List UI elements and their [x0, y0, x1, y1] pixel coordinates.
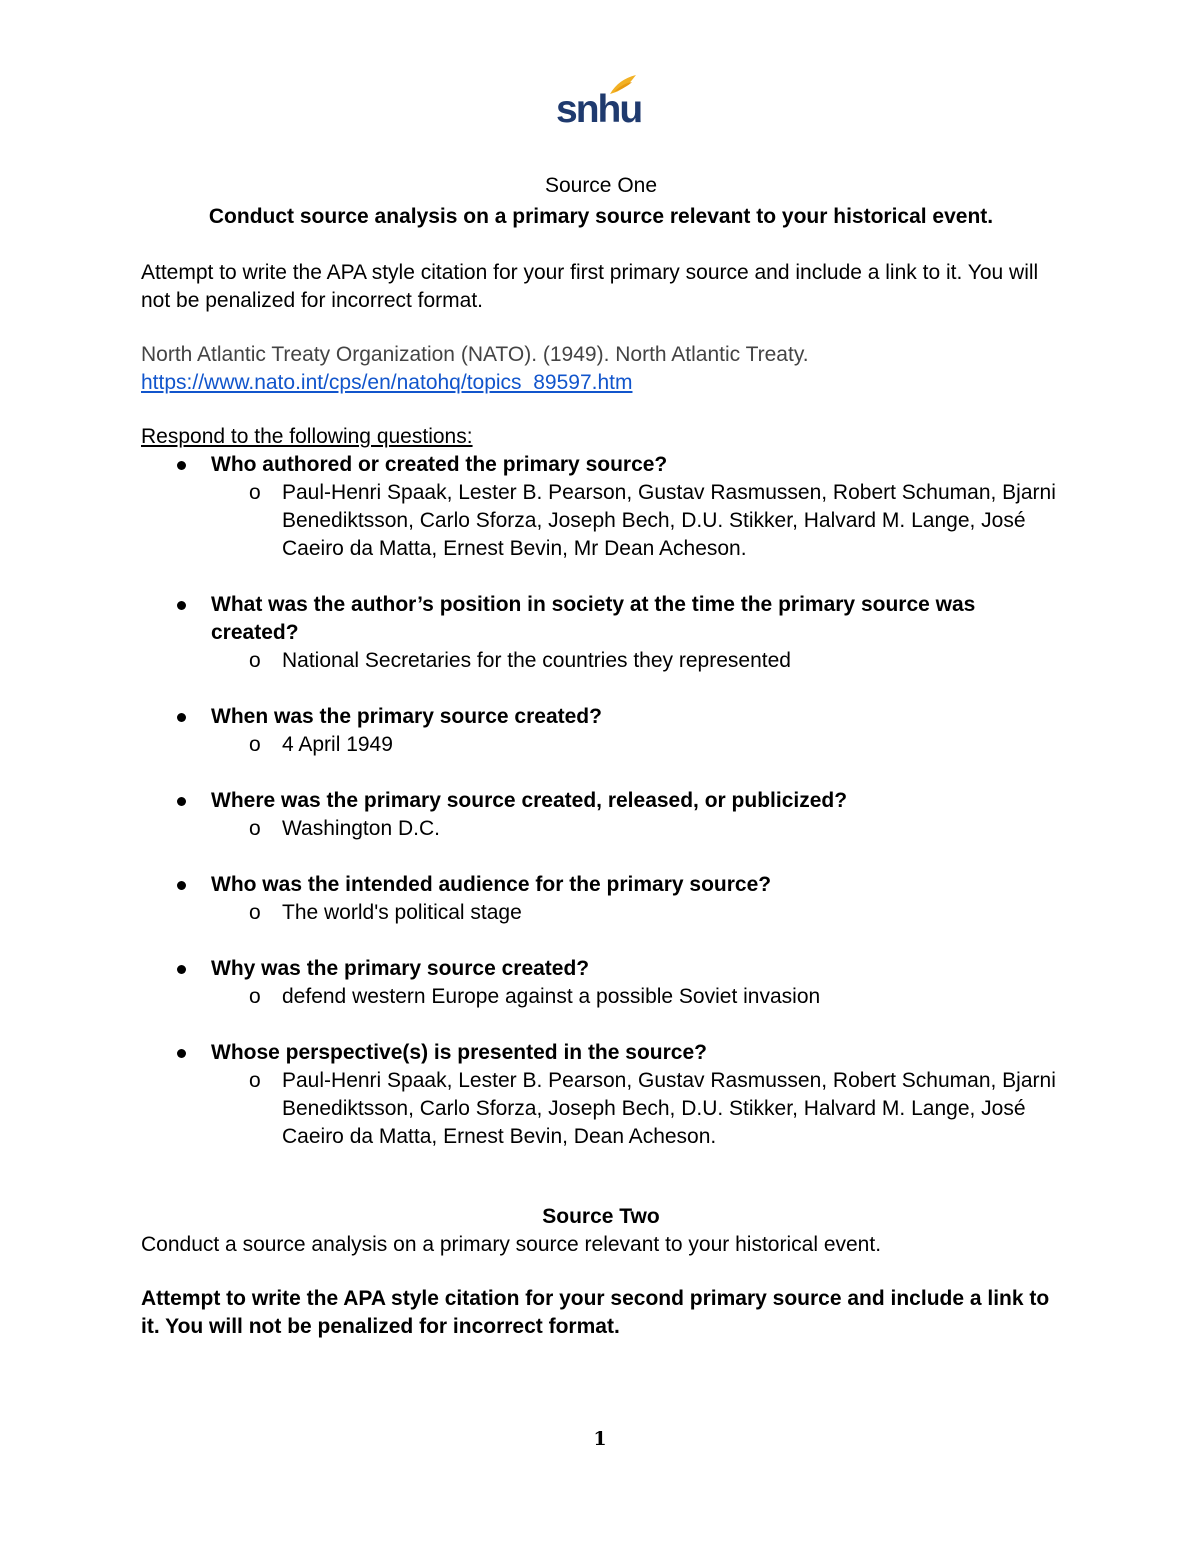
bullet-icon	[177, 1049, 186, 1058]
question-text: Who authored or created the primary source?	[211, 453, 668, 476]
question-list	[141, 451, 1061, 1151]
answer-item	[141, 1067, 1061, 1151]
respond-label: Respond to the following questions:	[141, 425, 473, 448]
document-body	[141, 172, 1061, 1341]
bullet-icon	[177, 601, 186, 610]
answer-marker: o	[249, 481, 261, 504]
answer-marker: o	[249, 649, 261, 672]
answer-text: Paul-Henri Spaak, Lester B. Pearson, Gustav Rasmussen, Robert Schuman, Bjarni Benediktsson, Carlo Sforza, Joseph Bech, D.U. Stikker, Halvard M. Lange, José Caeiro da Matta, Ernest Bevin, Mr Dean Acheson.	[282, 481, 1056, 560]
question-text: When was the primary source created?	[211, 705, 602, 728]
question-item	[141, 1039, 1061, 1067]
source-one-subheading: Conduct source analysis on a primary source relevant to your historical event.	[208, 205, 994, 228]
bullet-icon	[177, 881, 186, 890]
source-one-heading: Source One	[544, 174, 658, 197]
question-item	[141, 591, 1061, 647]
answer-marker: o	[249, 985, 261, 1008]
question-item	[141, 703, 1061, 731]
snhu-logo	[556, 74, 640, 134]
page-number: 1	[593, 1428, 607, 1450]
answer-marker: o	[249, 901, 261, 924]
source-two-subheading: Conduct a source analysis on a primary source relevant to your historical event.	[141, 1233, 882, 1256]
answer-marker: o	[249, 733, 261, 756]
question-text: Where was the primary source created, released, or publicized?	[211, 789, 848, 812]
answer-item	[141, 731, 1061, 759]
question-text: Who was the intended audience for the primary source?	[211, 873, 772, 896]
answer-item	[141, 983, 1061, 1011]
answer-text: The world's political stage	[282, 901, 522, 924]
answer-item	[141, 899, 1061, 927]
question-item	[141, 787, 1061, 815]
bullet-icon	[177, 965, 186, 974]
source-two-heading: Source Two	[542, 1205, 660, 1228]
question-text: What was the author’s position in society at the time the primary source was created?	[211, 593, 976, 644]
answer-text: defend western Europe against a possible Soviet invasion	[282, 985, 821, 1008]
source-two-citation-prompt: Attempt to write the APA style citation for your second primary source and include a link to it. You will not be penalized for incorrect format.	[141, 1287, 1050, 1338]
bullet-icon	[177, 797, 186, 806]
answer-marker: o	[249, 1069, 261, 1092]
bullet-icon	[177, 461, 186, 470]
source-one-citation-text: North Atlantic Treaty Organization (NATO). (1949). North Atlantic Treaty.	[141, 343, 809, 366]
source-one-citation-link[interactable]: https://www.nato.int/cps/en/natohq/topics_89597.htm	[141, 371, 633, 394]
answer-text: 4 April 1949	[282, 733, 393, 756]
answer-text: Paul-Henri Spaak, Lester B. Pearson, Gustav Rasmussen, Robert Schuman, Bjarni Benediktsson, Carlo Sforza, Joseph Bech, D.U. Stikker, Halvard M. Lange, José Caeiro da Matta, Ernest Bevin, Dean Acheson.	[282, 1069, 1056, 1148]
question-text: Why was the primary source created?	[211, 957, 590, 980]
question-text: Whose perspective(s) is presented in the source?	[211, 1041, 707, 1064]
question-item	[141, 451, 1061, 479]
answer-item	[141, 479, 1061, 563]
answer-text: National Secretaries for the countries they represented	[282, 649, 791, 672]
answer-item	[141, 815, 1061, 843]
answer-marker: o	[249, 817, 261, 840]
source-one-citation-prompt: Attempt to write the APA style citation for your first primary source and include a link to it. You will not be penalized for incorrect format.	[141, 261, 1039, 312]
bullet-icon	[177, 713, 186, 722]
question-item	[141, 955, 1061, 983]
logo-text: snhu	[556, 88, 642, 131]
question-item	[141, 871, 1061, 899]
answer-text: Washington D.C.	[282, 817, 440, 840]
answer-item	[141, 647, 1061, 675]
